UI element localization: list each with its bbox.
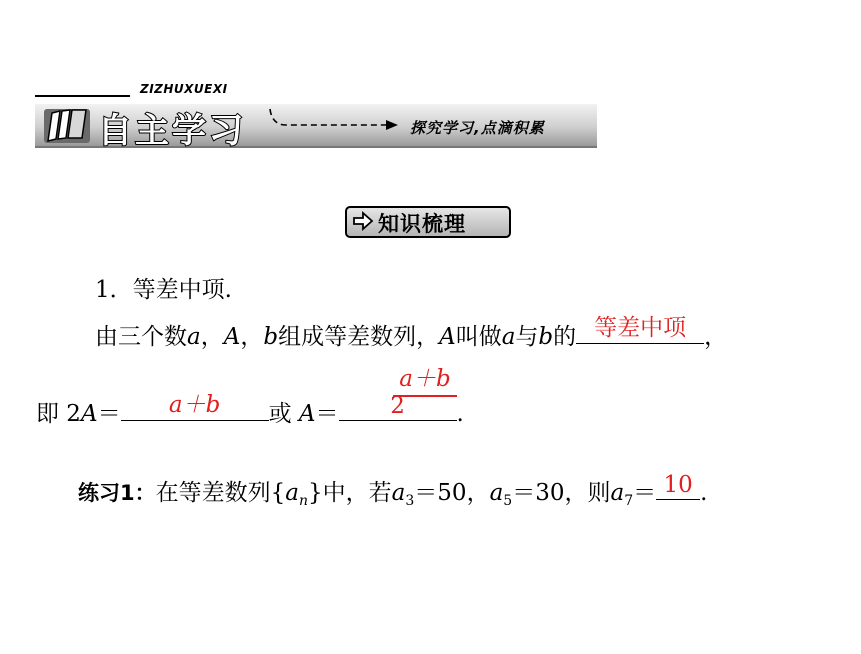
banner-title: 自主学习	[98, 111, 246, 151]
blank-a7	[656, 472, 700, 500]
answer-fraction	[393, 360, 457, 398]
blank-sum	[121, 392, 269, 421]
item-heading: 1．等差中项.	[95, 277, 232, 303]
dashed-arrow-icon	[268, 107, 400, 135]
answer-middle-term: 等差中项	[594, 315, 687, 341]
fraction-numerator: a＋b	[399, 366, 451, 392]
banner-top-rule	[35, 95, 130, 97]
answer-a7: 10	[663, 472, 693, 498]
banner-pinyin: ZIZHUXUEXI	[140, 82, 228, 96]
exercise-label: 练习1：	[78, 481, 156, 505]
definition-line: 由三个数a，A，b组成等差数列，A叫做a与b的 等差中项 ，	[95, 318, 727, 351]
exercise-line: 练习1：在等差数列$\{a_n\}$中，若$a_3=50$，$a_5=30$，则$a_7=$ 10 .	[78, 472, 708, 509]
book-icon	[42, 105, 92, 145]
blank-fraction	[339, 393, 457, 421]
blank-middle-term	[576, 315, 704, 344]
arrow-right-icon	[352, 210, 374, 232]
section-title: 知识梳理	[378, 212, 466, 236]
fraction-denominator: 2	[390, 393, 405, 419]
answer-sum: a＋b	[168, 392, 221, 418]
banner-subtitle: 探究学习,点滴积累	[410, 119, 545, 137]
formula-line: 即 2A＝ a＋b 或 A＝ 2 .	[36, 395, 464, 428]
